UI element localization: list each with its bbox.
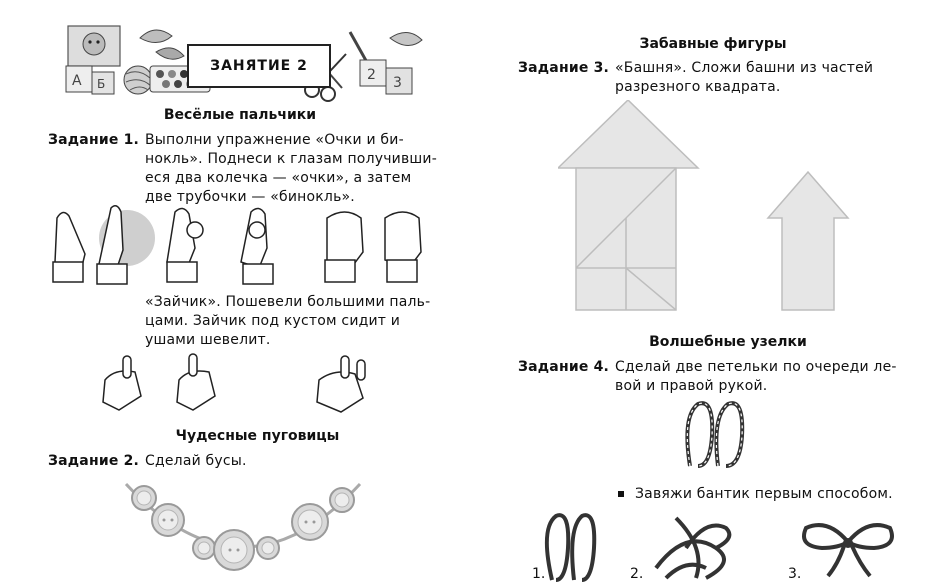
step-number-3: 3. (788, 566, 802, 582)
bow-step-1-illustration (538, 508, 598, 584)
svg-text:2: 2 (367, 67, 376, 83)
right-page (478, 0, 951, 586)
rope-loops-illustration (678, 396, 748, 472)
bullet-marker (618, 491, 624, 497)
step-number-1: 1. (532, 566, 546, 582)
task-2-text: Сделай бусы. (145, 453, 247, 469)
task-2-label: Задание 2. (48, 453, 140, 469)
zaichik-text: «Зайчик». Пошевели большими паль- цами. Зайчик под кустом сидит и ушами шевелит. (145, 294, 431, 348)
section-heading-fingers: Весёлые пальчики (163, 107, 317, 123)
section-heading-knots: Волшебные узелки (649, 334, 807, 350)
svg-text:3: 3 (393, 75, 402, 91)
section-heading-figures: Забавные фигуры (639, 36, 787, 52)
hand-exercise-illustrations (45, 198, 445, 286)
section-heading-buttons: Чудесные пуговицы (175, 428, 340, 444)
task-4-text: Сделай две петельки по очереди ле- вой и правой рукой. (615, 359, 897, 394)
task-1-label: Задание 1. (48, 132, 140, 148)
step-number-2: 2. (630, 566, 644, 582)
bow-step-2-illustration (646, 508, 746, 584)
lesson-title: ЗАНЯТИЕ 2 (187, 44, 331, 88)
lesson-banner (60, 18, 430, 102)
bunny-hands-illustration (95, 350, 395, 418)
task-3-label: Задание 3. (518, 60, 610, 76)
task-3-text: «Башня». Сложи башни из частей разрезного квадрата. (615, 60, 874, 95)
tower-puzzle-illustration (558, 100, 868, 320)
task-1-text: Выполни упражнение «Очки и би- нокль». Поднеси к глазам получивши- еся два колечка — «очки», а затем две трубочки — «бинокль». (145, 132, 437, 205)
svg-text:А: А (72, 73, 82, 89)
bullet-text: Завяжи бантик первым способом. (635, 486, 893, 502)
task-4-label: Задание 4. (518, 359, 610, 375)
svg-text:Б: Б (97, 77, 106, 91)
beads-necklace-illustration (108, 470, 378, 582)
bow-step-3-illustration (798, 512, 898, 582)
